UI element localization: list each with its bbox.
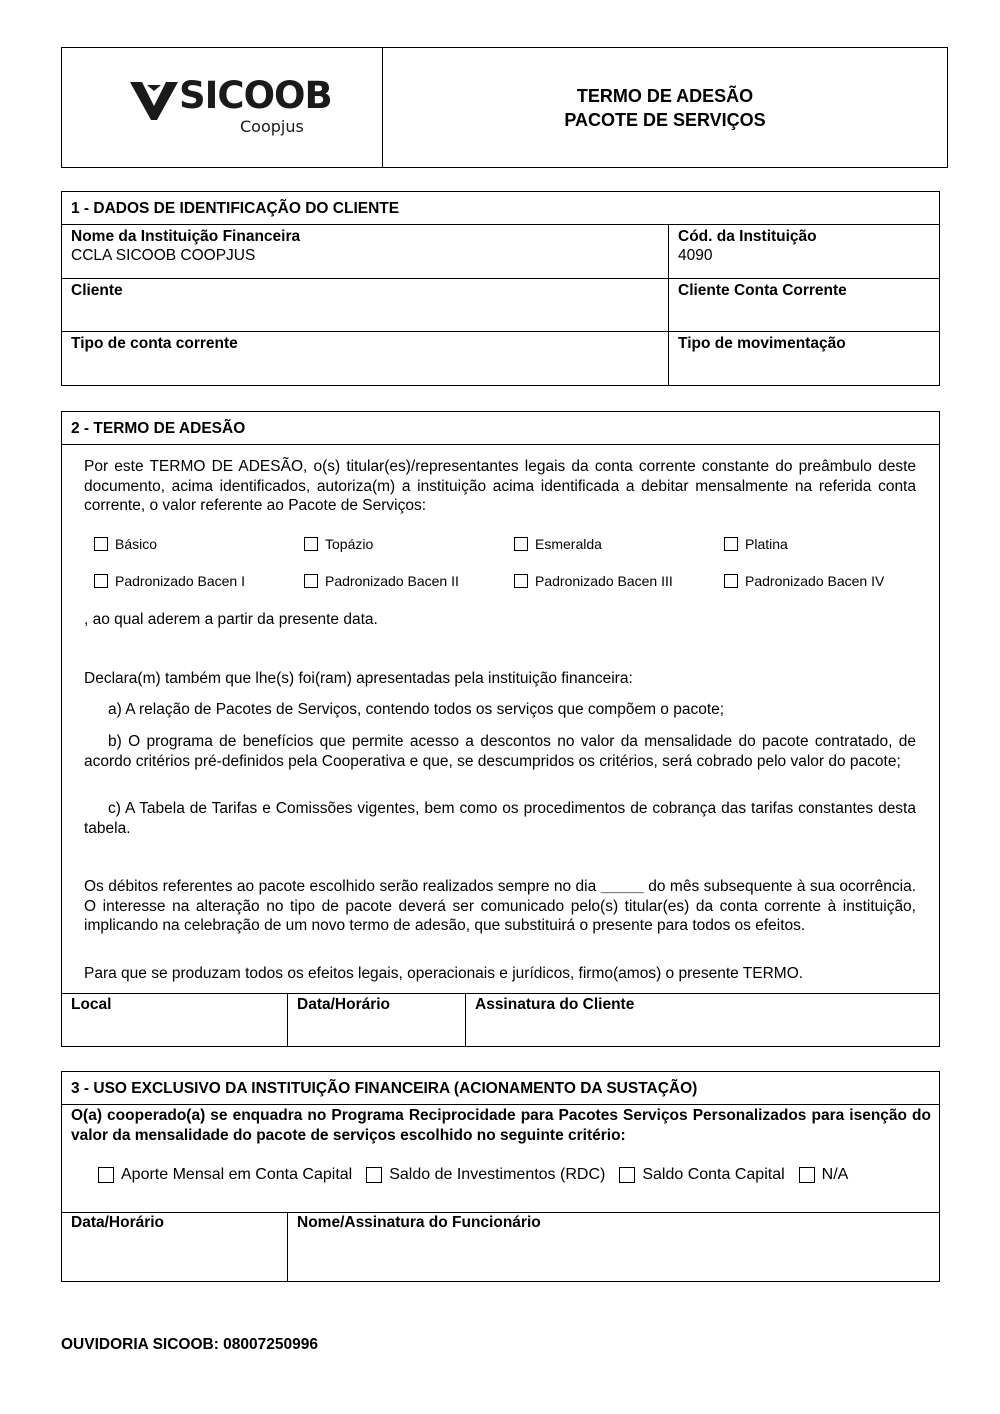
movement-type-field[interactable] (669, 332, 939, 385)
intro-paragraph: Por este TERMO DE ADESÃO, o(s) titular(es)/representantes legais da conta corrente constante do preâmbulo deste documento, acima identificados, autoriza(m) a instituição acima identificada a debitar mensalmente na referida conta corrente, o valor referente ao Pacote de Serviços: (84, 458, 916, 514)
checkbox[interactable] (514, 574, 528, 588)
para-que-text: Para que se produzam todos os efeitos legais, operacionais e jurídicos, firmo(amos) o presente TERMO. (84, 965, 804, 982)
institution-code-value[interactable]: 4090 (678, 247, 713, 264)
section-institution-use (61, 1071, 940, 1282)
movement-type-label: Tipo de movimentação (678, 335, 846, 352)
row-institution (62, 225, 939, 279)
s3-date-label: Data/Horário (71, 1214, 165, 1231)
title-line-1: TERMO DE ADESÃO (576, 85, 754, 106)
section-2-heading: 2 - TERMO DE ADESÃO (62, 412, 939, 445)
logo-subtitle: Coopjus (240, 117, 304, 136)
institution-cell (62, 225, 669, 278)
checkbox[interactable] (724, 574, 738, 588)
option-bacen-3[interactable]: Padronizado Bacen III (514, 573, 724, 589)
declara-text: Declara(m) também que lhe(s) foi(ram) apresentadas pela instituição financeira: (84, 670, 633, 687)
aderem-text: , ao qual aderem a partir da presente data. (84, 611, 378, 628)
institution-code-label: Cód. da Instituição (678, 228, 817, 245)
ouvidoria-contact: OUVIDORIA SICOOB: 08007250996 (61, 1336, 319, 1353)
option-na[interactable]: N/A (799, 1166, 849, 1184)
option-topazio[interactable]: Topázio (304, 536, 514, 552)
account-type-field[interactable] (62, 332, 669, 385)
institution-label: Nome da Instituição Financeira (71, 228, 301, 245)
checkbox[interactable] (304, 537, 318, 551)
checkbox[interactable] (799, 1167, 815, 1183)
checkbox[interactable] (366, 1167, 382, 1183)
checkbox[interactable] (514, 537, 528, 551)
signature-row (62, 993, 939, 1047)
package-options-row-1 (94, 536, 934, 552)
institution-value[interactable]: CCLA SICOOB COOPJUS (71, 247, 256, 264)
option-esmeralda[interactable]: Esmeralda (514, 536, 724, 552)
checkbox[interactable] (94, 537, 108, 551)
local-field[interactable] (62, 994, 288, 1047)
checkbox[interactable] (304, 574, 318, 588)
option-bacen-2[interactable]: Padronizado Bacen II (304, 573, 514, 589)
client-signature-field[interactable] (466, 994, 939, 1047)
debitos-paragraph: Os débitos referentes ao pacote escolhido serão realizados sempre no dia _____ do mês subsequente à sua ocorrência. O interesse na alteração no tipo de pacote deverá ser comunicado pelo(s) titular(es) da conta corrente à instituição, implicando na celebração de um novo termo de adesão, que substituirá o presente para todos os efeitos. (84, 878, 916, 934)
client-field[interactable] (62, 279, 669, 331)
option-bacen-1[interactable]: Padronizado Bacen I (94, 573, 304, 589)
item-c: c) A Tabela de Tarifas e Comissões vigentes, bem como os procedimentos de cobrança das tarifas constantes desta tabela. (84, 800, 916, 837)
row-account-type (62, 332, 939, 385)
section-1-heading: 1 - DADOS DE IDENTIFICAÇÃO DO CLIENTE (62, 192, 939, 225)
client-account-label: Cliente Conta Corrente (678, 282, 847, 299)
section-adhesion-term (61, 411, 940, 1047)
institution-code-cell (669, 225, 939, 278)
date-field[interactable] (288, 994, 466, 1047)
document-title (383, 48, 947, 167)
s3-date-field[interactable] (62, 1213, 288, 1281)
criteria-options (98, 1166, 862, 1184)
client-label: Cliente (71, 282, 123, 299)
sicoob-logo-icon (130, 78, 180, 120)
option-basico[interactable]: Básico (94, 536, 304, 552)
logo-text: SICOOB (179, 74, 332, 117)
employee-signature-field[interactable] (288, 1213, 550, 1281)
item-b: b) O programa de benefícios que permite acesso a descontos no valor da mensalidade do pacote contratado, de acordo critérios pré-definidos pela Cooperativa e que, se descumpridos os critérios, será cobrado pelo valor do pacote; (84, 733, 916, 770)
item-a: a) A relação de Pacotes de Serviços, contendo todos os serviços que compõem o pacote; (108, 701, 725, 718)
client-signature-label: Assinatura do Cliente (475, 996, 635, 1013)
employee-signature-row (62, 1212, 939, 1281)
checkbox[interactable] (619, 1167, 635, 1183)
section-client-identification (61, 191, 940, 386)
client-account-field[interactable] (669, 279, 939, 331)
checkbox[interactable] (94, 574, 108, 588)
checkbox[interactable] (724, 537, 738, 551)
title-line-2: PACOTE DE SERVIÇOS (564, 109, 766, 130)
employee-signature-label: Nome/Assinatura do Funcionário (297, 1214, 541, 1231)
section-3-heading: 3 - USO EXCLUSIVO DA INSTITUIÇÃO FINANCEIRA (ACIONAMENTO DA SUSTAÇÃO) (62, 1072, 939, 1105)
checkbox[interactable] (98, 1167, 114, 1183)
reciprocity-text: O(a) cooperado(a) se enquadra no Programa Reciprocidade para Pacotes Serviços Personalizados para isenção do valor da mensalidade do pacote de serviços escolhido no seguinte critério: (71, 1107, 931, 1144)
account-type-label: Tipo de conta corrente (71, 335, 238, 352)
option-aporte-mensal[interactable]: Aporte Mensal em Conta Capital (98, 1166, 352, 1184)
logo-cell (62, 48, 383, 167)
option-platina[interactable]: Platina (724, 536, 934, 552)
local-label: Local (71, 996, 112, 1013)
row-client (62, 279, 939, 332)
date-label: Data/Horário (297, 996, 391, 1013)
option-saldo-conta-capital[interactable]: Saldo Conta Capital (619, 1166, 784, 1184)
document-header (61, 47, 948, 168)
option-saldo-investimentos[interactable]: Saldo de Investimentos (RDC) (366, 1166, 605, 1184)
option-bacen-4[interactable]: Padronizado Bacen IV (724, 573, 934, 589)
package-options-row-2 (94, 573, 934, 589)
day-blank[interactable]: _____ (600, 878, 644, 895)
